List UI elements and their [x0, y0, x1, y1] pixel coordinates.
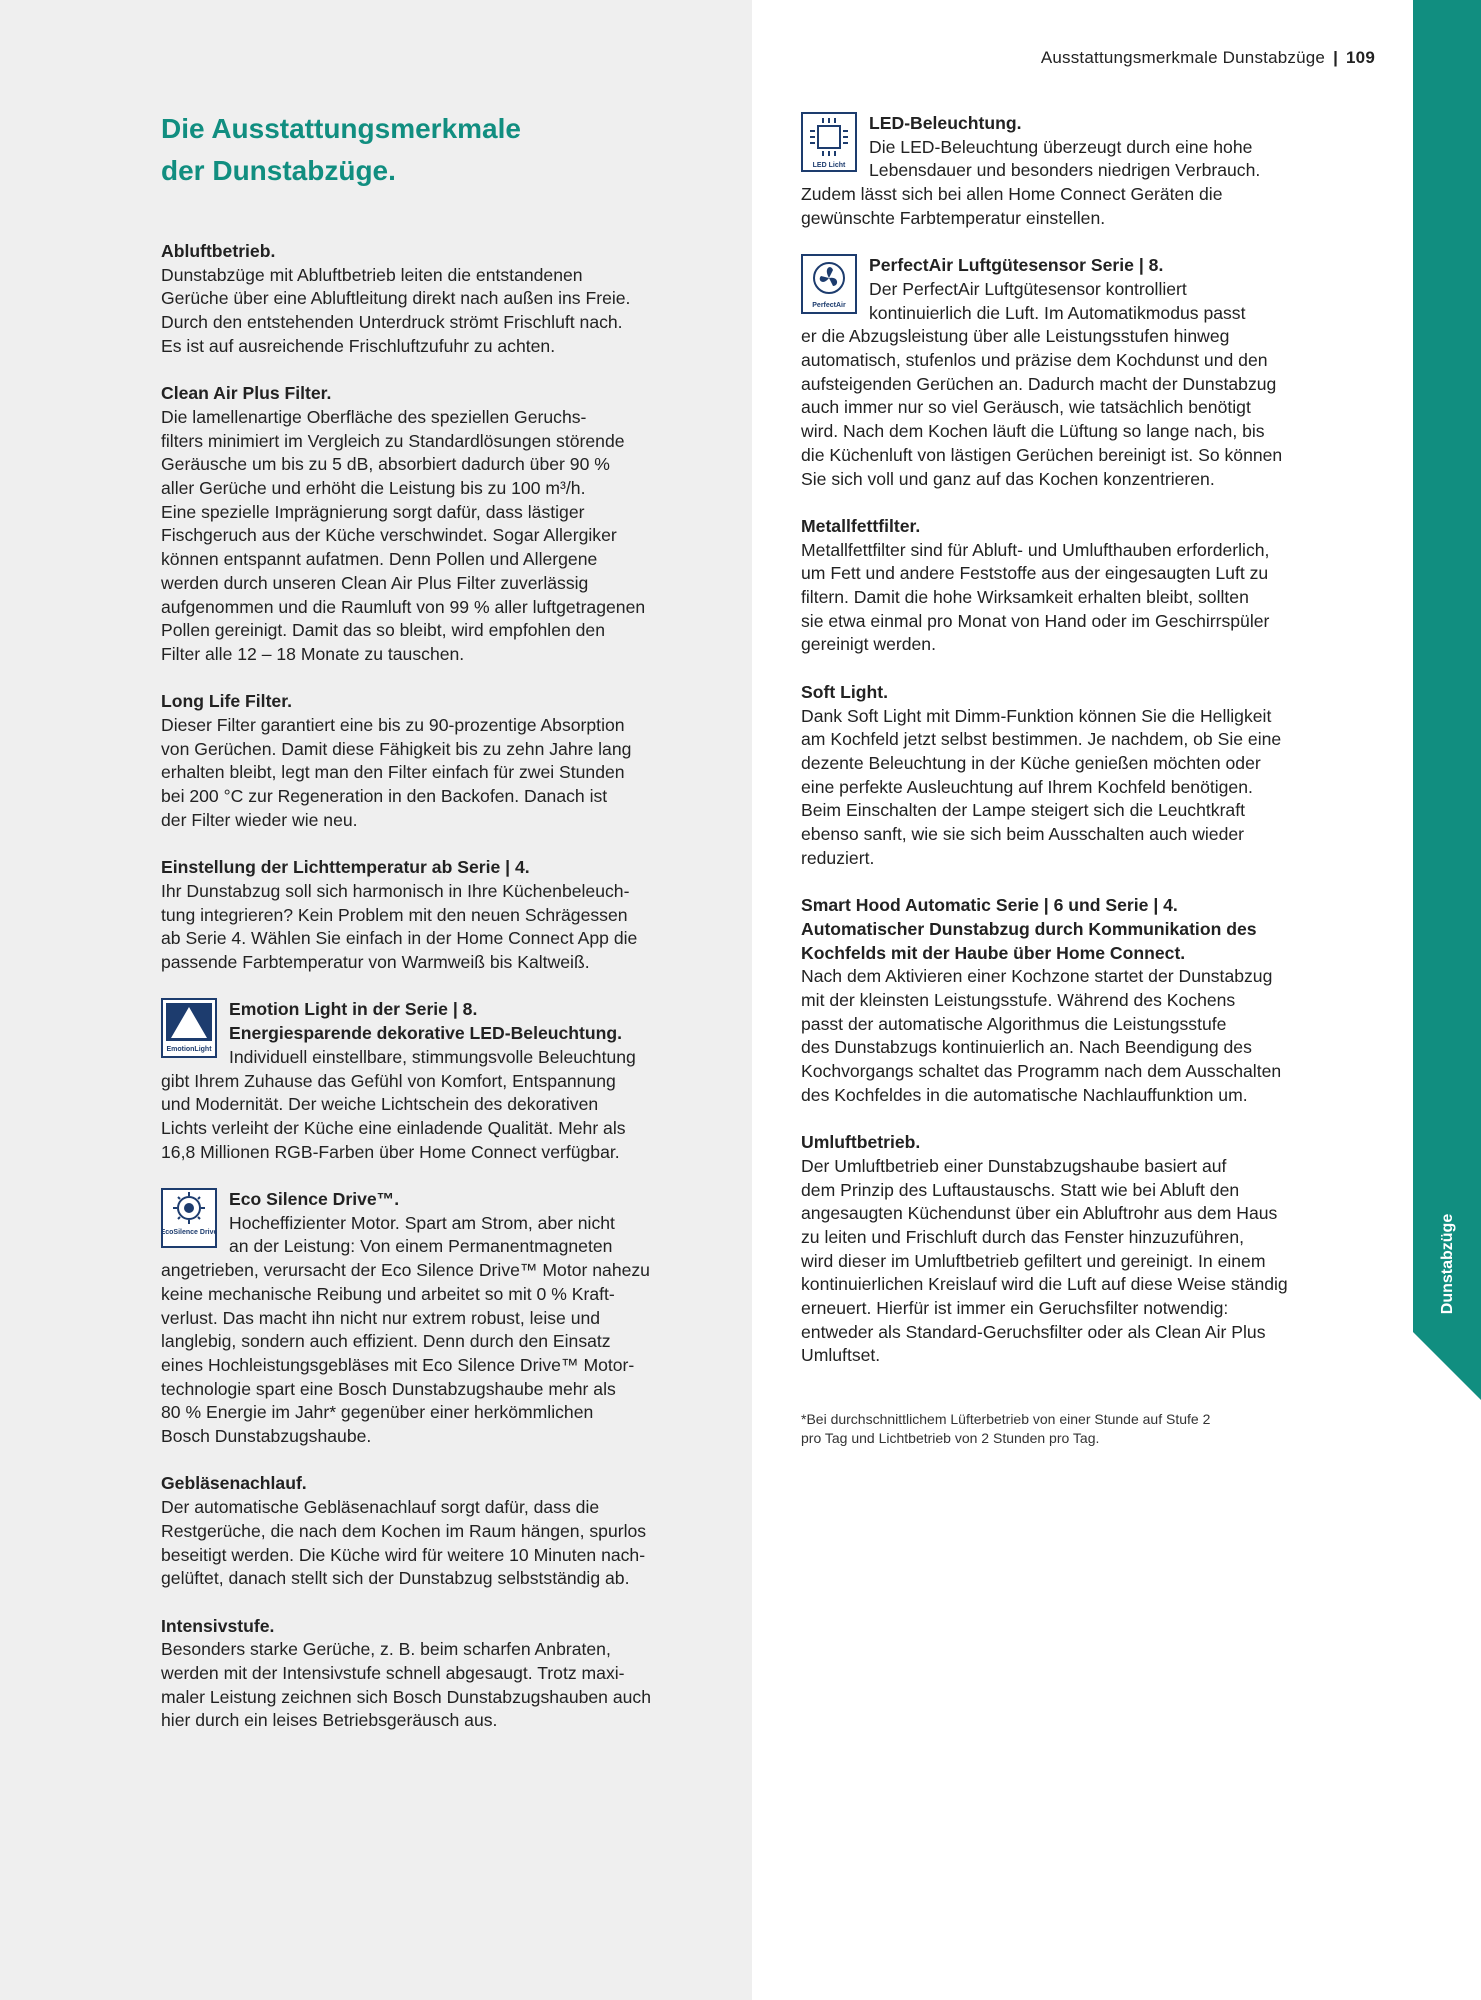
page-number: 109 — [1346, 48, 1375, 67]
perfectair-icon-text: PerfectAir — [812, 302, 846, 310]
section-body: Dieser Filter garantiert eine bis zu 90-prozentige Absorption von Gerüchen. Damit diese Fähigkeit bis zu zehn Jahre lang erhalten bleibt, legt man den Filter einfach für zwei Stunden bei 200 °C zur Regeneration in den Backofen. Danach ist der Filter wieder wie neu. — [161, 715, 632, 830]
section-body: Der PerfectAir Luftgütesensor kontrolliert kontinuierlich die Luft. Im Automatikmodus passt er die Abzugsleistung über alle Leistungsstufen hinweg automatisch, stufenlos und präzise dem Kochdunst und den aufsteigenden Gerüchen an. Dadurch macht der Dunstabzug auch immer nur so viel Geräusch, wie tatsächlich benötigt wird. Nach dem Kochen läuft die Lüftung so lange nach, bis die Küchenluft von lästigen Gerüchen bereinigt ist. So können Sie sich voll und ganz auf das Kochen konzentrieren. — [801, 278, 1283, 489]
section-heading: Emotion Light in der Serie | 8. Energiesparende dekorative LED-Beleuchtung. — [229, 999, 623, 1044]
header-separator: | — [1333, 48, 1339, 67]
section-umluftbetrieb — [801, 1131, 1361, 1368]
section-heading: Soft Light. — [801, 681, 888, 702]
perfectair-icon — [801, 254, 857, 314]
section-body: Der automatische Gebläsenachlauf sorgt dafür, dass die Restgerüche, die nach dem Kochen im Raum hängen, spurlos beseitigt werden. Die Küche wird für weitere 10 Minuten nach- gelüftet, danach stellt sich der Dunstabzug selbstständig ab. — [161, 1497, 647, 1589]
eco-silence-drive-icon-text: EcoSilence Drive — [161, 1229, 217, 1237]
page-header — [1041, 48, 1375, 68]
section-led-beleuchtung — [801, 112, 1361, 231]
emotion-light-icon — [161, 998, 217, 1058]
section-heading: Umluftbetrieb. — [801, 1132, 921, 1153]
page-title: Die Ausstattungsmerkmale der Dunstabzüge. — [161, 113, 521, 186]
section-emotion-light — [161, 998, 721, 1164]
section-heading: Clean Air Plus Filter. — [161, 383, 332, 404]
section-heading: LED-Beleuchtung. — [869, 113, 1022, 133]
left-column — [161, 240, 721, 1757]
section-lichttemperatur — [161, 856, 721, 975]
section-perfectair — [801, 254, 1361, 491]
section-heading: Eco Silence Drive™. — [229, 1189, 400, 1210]
section-heading: Metallfettfilter. — [801, 515, 921, 536]
section-metallfettfilter — [801, 515, 1361, 657]
footnote: *Bei durchschnittlichem Lüfterbetrieb von einer Stunde auf Stufe 2 pro Tag und Lichtbetrieb von 2 Stunden pro Tag. — [801, 1411, 1211, 1447]
section-heading: Smart Hood Automatic Serie | 6 und Serie | 4. Automatischer Dunstabzug durch Kommunikation des Kochfelds mit der Haube über Home Connect. — [801, 895, 1257, 963]
section-body: Individuell einstellbare, stimmungsvolle Beleuchtung gibt Ihrem Zuhause das Gefühl von Komfort, Entspannung und Modernität. Der weiche Lichtschein des dekorativen Lichts verleiht der Küche eine einladende Qualität. Mehr als 16,8 Millionen RGB-Farben über Home Connect verfügbar. — [161, 1046, 636, 1162]
side-tab — [1413, 0, 1481, 1400]
section-heading: PerfectAir Luftgütesensor Serie | 8. — [869, 255, 1164, 276]
side-tab-label: Dunstabzüge — [1439, 1213, 1456, 1315]
section-heading: Gebläsenachlauf. — [161, 1473, 307, 1494]
section-body: Besonders starke Gerüche, z. B. beim scharfen Anbraten, werden mit der Intensivstufe schnell abgesaugt. Trotz maxi- maler Leistung zeichnen sich Bosch Dunstabzugshauben auch hier durch ein leises Betriebsgeräusch aus. — [161, 1639, 652, 1731]
section-long-life-filter — [161, 690, 721, 832]
section-body: Hocheffizienter Motor. Spart am Strom, aber nicht an der Leistung: Von einem Permanentmagneten angetrieben, verursacht der Eco Silence Drive™ Motor nahezu keine mechanische Reibung und arbeitet so mit 0 % Kraft- verlust. Das macht ihn nicht nur extrem robust, leise und langlebig, sondern auch effizient. Denn durch den Einsatz eines Hochleistungsgebläses mit Eco Silence Drive™ Motor- technologie spart eine Bosch Dunstabzugshaube mehr als 80 % Energie im Jahr* gegenüber einer herkömmlichen Bosch Dunstabzugshaube. — [161, 1212, 650, 1447]
section-body: Die lamellenartige Oberfläche des speziellen Geruchs- filters minimiert im Vergleich zu Standardlösungen störende Geräusche um bis zu 5 dB, absorbiert dadurch über 90 % aller Gerüche und erhöht die Leistung bis zu 100 m³/h. Eine spezielle Imprägnierung sorgt dafür, dass lästiger Fischgeruch aus der Küche verschwindet. Sogar Allergiker können entspannt aufatmen. Denn Pollen und Allergene werden durch unseren Clean Air Plus Filter zuverlässig aufgenommen und die Raumluft von 99 % aller luftgetragenen Pollen gereinigt. Damit das so bleibt, wird empfohlen den Filter alle 12 – 18 Monate zu tauschen. — [161, 406, 646, 664]
section-body: Metallfettfilter sind für Abluft- und Umlufthauben erforderlich, um Fett und andere Feststoffe aus der eingesaugten Luft zu filtern. Damit die hohe Wirksamkeit erhalten bleibt, sollten sie etwa einmal pro Monat von Hand oder im Geschirrspüler gereinigt werden. — [801, 539, 1270, 655]
section-intensivstufe — [161, 1615, 721, 1734]
led-light-icon-text: LED Licht — [812, 162, 846, 169]
eco-silence-drive-icon — [161, 1188, 217, 1248]
section-clean-air-plus-filter — [161, 382, 721, 666]
led-light-icon — [801, 112, 857, 172]
section-body: Nach dem Aktivieren einer Kochzone startet der Dunstabzug mit der kleinsten Leistungsstufe. Während des Kochens passt der automatische Algorithmus die Leistungsstufe des Dunstabzugs kontinuierlich an. Nach Beendigung des Kochvorgangs schaltet das Programm nach dem Ausschalten des Kochfeldes in die automatische Nachlauffunktion um. — [801, 966, 1282, 1105]
section-heading: Einstellung der Lichttemperatur ab Serie | 4. — [161, 857, 530, 878]
section-smart-hood-automatic — [801, 894, 1361, 1107]
header-section: Ausstattungsmerkmale Dunstabzüge — [1040, 48, 1326, 67]
section-body: Dank Soft Light mit Dimm-Funktion können Sie die Helligkeit am Kochfeld jetzt selbst bestimmen. Je nachdem, ob Sie eine dezente Beleuchtung in der Küche genießen möchten oder eine perfekte Ausleuchtung auf Ihrem Kochfeld benötigen. Beim Einschalten der Lampe steigert sich die Leuchtkraft ebenso sanft, wie sie sich beim Ausschalten auch wieder reduziert. — [801, 705, 1282, 868]
section-heading: Intensivstufe. — [161, 1615, 275, 1636]
section-body: Die LED-Beleuchtung überzeugt durch eine hohe Lebensdauer und besonders niedrigen Verbrauch. Zudem lässt sich bei allen Home Connect Geräten die gewünschte Farbtemperatur einstellen. — [801, 136, 1261, 228]
section-heading: Long Life Filter. — [161, 691, 292, 712]
section-soft-light — [801, 681, 1361, 871]
right-column — [801, 112, 1361, 1448]
section-heading: Abluftbetrieb. — [161, 241, 276, 261]
section-body: Ihr Dunstabzug soll sich harmonisch in Ihre Küchenbeleuch- tung integrieren? Kein Problem mit den neuen Schrägessen ab Serie 4. Wählen Sie einfach in der Home Connect App die passende Farbtemperatur von Warmweiß bis Kaltweiß. — [161, 880, 638, 973]
emotion-light-icon-text: EmotionLight — [166, 1046, 212, 1054]
section-body: Der Umluftbetrieb einer Dunstabzugshaube basiert auf dem Prinzip des Luftaustauschs. Statt wie bei Abluft den angesaugten Küchendunst über ein Abluftrohr aus dem Haus zu leiten und Frischluft durch das Fenster hinzuzuführen, wird dieser im Umluftbetrieb gefiltert und gereinigt. In einem kontinuierlichen Kreislauf wird die Luft auf diese Weise ständig erneuert. Hierfür ist immer ein Geruchsfilter notwendig: entweder als Standard-Geruchsfilter oder als Clean Air Plus Umluftset. — [801, 1155, 1288, 1366]
section-geblaesenachlauf — [161, 1472, 721, 1591]
section-abluftbetrieb — [161, 240, 721, 359]
section-body: Dunstabzüge mit Abluftbetrieb leiten die entstandenen Gerüche über eine Abluftleitung direkt nach außen ins Freie. Durch den entstehenden Unterdruck strömt Frischluft nach. Es ist auf ausreichende Frischluftzufuhr zu achten. — [161, 264, 631, 356]
section-eco-silence-drive — [161, 1188, 721, 1449]
